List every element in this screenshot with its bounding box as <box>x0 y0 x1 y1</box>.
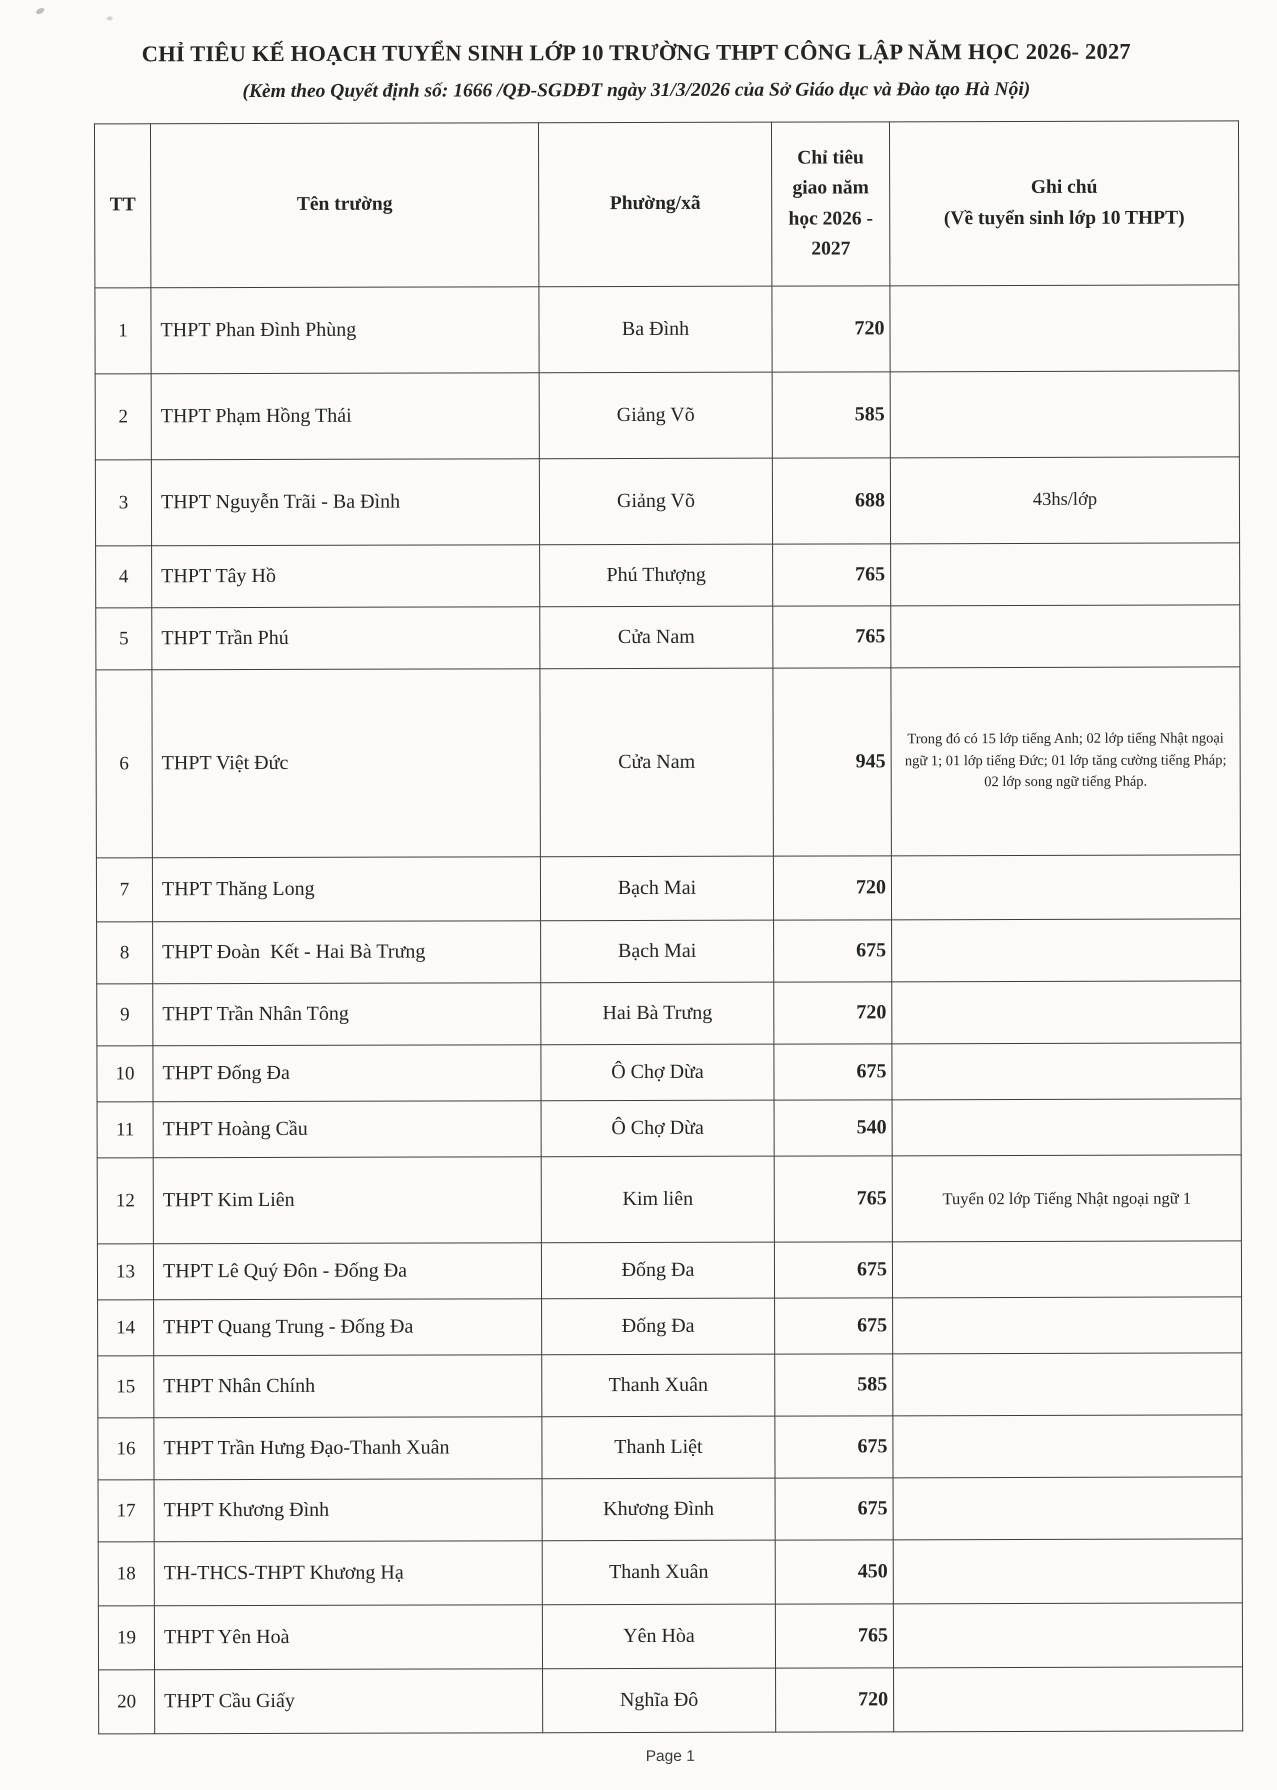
table-row <box>97 1099 1241 1158</box>
cell-quota: 720 <box>773 856 891 920</box>
cell-note <box>893 1539 1242 1604</box>
quota-table <box>94 120 1243 1734</box>
cell-note <box>893 1353 1242 1416</box>
header-school: Tên trường <box>150 123 538 288</box>
scan-speck <box>35 7 45 16</box>
header-tt: TT <box>94 124 150 288</box>
header-row <box>94 121 1238 288</box>
cell-ward: Đống Đa <box>541 1242 774 1299</box>
cell-note <box>892 1241 1241 1298</box>
cell-school: THPT Cầu Giấy <box>155 1669 543 1734</box>
cell-tt: 9 <box>97 984 153 1046</box>
cell-tt: 3 <box>95 460 151 546</box>
cell-note: 43hs/lớp <box>890 457 1239 544</box>
cell-school: THPT Lê Quý Đôn - Đống Đa <box>153 1243 541 1300</box>
cell-ward: Thanh Xuân <box>542 1354 775 1417</box>
cell-ward: Đống Đa <box>542 1298 775 1355</box>
cell-school: THPT Thăng Long <box>152 857 540 922</box>
cell-ward: Ô Chợ Dừa <box>541 1100 774 1157</box>
table-row <box>96 855 1240 922</box>
cell-quota: 675 <box>774 920 892 982</box>
cell-school: THPT Hoàng Cầu <box>153 1101 541 1158</box>
cell-quota: 720 <box>776 1668 894 1732</box>
cell-school: THPT Trần Hưng Đạo-Thanh Xuân <box>154 1417 542 1480</box>
document-title: CHỈ TIÊU KẾ HOẠCH TUYỂN SINH LỚP 10 TRƯỜNG THPT CÔNG LẬP NĂM HỌC 2026- 2027 <box>141 38 1131 67</box>
cell-ward: Cửa Nam <box>540 668 773 857</box>
cell-ward: Giảng Võ <box>539 458 772 545</box>
cell-ward: Nghĩa Đô <box>543 1668 776 1733</box>
cell-tt: 12 <box>97 1158 153 1244</box>
cell-note <box>892 981 1241 1044</box>
cell-tt: 17 <box>98 1480 154 1542</box>
table-row <box>97 1043 1241 1102</box>
cell-ward: Thanh Liệt <box>542 1416 775 1479</box>
cell-quota: 675 <box>775 1416 893 1478</box>
cell-school: THPT Tây Hồ <box>152 545 540 608</box>
cell-note <box>892 1099 1241 1156</box>
cell-quota: 675 <box>775 1478 893 1540</box>
cell-school: THPT Trần Phú <box>152 607 540 670</box>
cell-note <box>893 1603 1242 1668</box>
cell-school: THPT Đống Đa <box>153 1045 541 1102</box>
cell-tt: 14 <box>98 1300 154 1356</box>
table-row <box>95 285 1239 374</box>
table-row <box>95 457 1239 546</box>
cell-note <box>891 543 1240 606</box>
cell-ward: Phú Thượng <box>540 544 773 607</box>
table-row <box>97 981 1241 1046</box>
cell-ward: Giảng Võ <box>539 372 772 459</box>
cell-tt: 10 <box>97 1046 153 1102</box>
cell-ward: Ba Đình <box>539 286 772 373</box>
cell-tt: 8 <box>97 922 153 984</box>
cell-tt: 6 <box>96 670 152 858</box>
cell-note <box>893 1297 1242 1354</box>
cell-note <box>891 605 1240 668</box>
cell-quota: 945 <box>773 668 891 856</box>
cell-note <box>890 371 1239 458</box>
cell-school: THPT Kim Liên <box>153 1157 541 1244</box>
cell-note <box>892 1043 1241 1100</box>
cell-school: THPT Yên Hoà <box>154 1605 542 1670</box>
cell-school: THPT Trần Nhân Tông <box>153 983 541 1046</box>
cell-ward: Bạch Mai <box>541 920 774 983</box>
cell-tt: 5 <box>96 608 152 670</box>
cell-ward: Kim liên <box>541 1156 774 1243</box>
cell-quota: 450 <box>775 1540 893 1604</box>
scan-speck <box>107 16 113 20</box>
cell-school: THPT Phan Đình Phùng <box>151 287 539 374</box>
table-row <box>98 1297 1242 1356</box>
table-row <box>97 919 1241 984</box>
cell-school: THPT Khương Đình <box>154 1479 542 1542</box>
cell-ward: Khương Đình <box>542 1478 775 1541</box>
cell-note <box>893 1477 1242 1540</box>
cell-tt: 15 <box>98 1356 154 1418</box>
table-row <box>95 371 1239 460</box>
cell-tt: 16 <box>98 1418 154 1480</box>
cell-ward: Cửa Nam <box>540 606 773 669</box>
cell-ward: Ô Chợ Dừa <box>541 1044 774 1101</box>
cell-school: THPT Phạm Hồng Thái <box>151 373 539 460</box>
cell-quota: 675 <box>775 1298 893 1354</box>
cell-school: TH-THCS-THPT Khương Hạ <box>154 1541 542 1606</box>
cell-quota: 585 <box>775 1354 893 1416</box>
table-row <box>96 605 1240 670</box>
cell-quota: 688 <box>772 458 890 544</box>
table-row <box>98 1603 1242 1670</box>
cell-tt: 13 <box>97 1244 153 1300</box>
cell-school: THPT Quang Trung - Đống Đa <box>154 1299 542 1356</box>
cell-quota: 585 <box>772 372 890 458</box>
cell-tt: 1 <box>95 288 151 374</box>
cell-quota: 540 <box>774 1100 892 1156</box>
table-row <box>97 1241 1241 1300</box>
cell-school: THPT Đoàn Kết - Hai Bà Trưng <box>153 921 541 984</box>
cell-note <box>890 285 1239 372</box>
header-note: Ghi chú (Về tuyển sinh lớp 10 THPT) <box>889 121 1238 286</box>
cell-quota: 765 <box>773 606 891 668</box>
table-header <box>94 121 1238 288</box>
cell-quota: 765 <box>773 544 891 606</box>
cell-tt: 20 <box>99 1670 155 1734</box>
cell-quota: 720 <box>772 286 890 372</box>
table-row <box>97 1155 1241 1244</box>
cell-note <box>892 919 1241 982</box>
table-row <box>96 667 1240 858</box>
cell-note <box>894 1667 1243 1732</box>
header-ward: Phường/xã <box>538 122 771 287</box>
cell-note <box>891 855 1240 920</box>
cell-tt: 7 <box>96 858 152 922</box>
cell-note: Tuyển 02 lớp Tiếng Nhật ngoại ngữ 1 <box>892 1155 1241 1242</box>
cell-tt: 4 <box>96 546 152 608</box>
cell-quota: 675 <box>774 1242 892 1298</box>
document-subtitle: (Kèm theo Quyết định số: 1666 /QĐ-SGDĐT ngày 31/3/2026 của Sở Giáo dục và Đào tạo Hà Nội) <box>242 78 1031 103</box>
cell-note: Trong đó có 15 lớp tiếng Anh; 02 lớp tiếng Nhật ngoại ngữ 1; 01 lớp tiếng Đức; 01 lớp tăng cường tiếng Pháp; 02 lớp song ngữ tiếng Pháp. <box>891 667 1240 856</box>
cell-ward: Bạch Mai <box>540 856 773 921</box>
table-row <box>98 1539 1242 1606</box>
cell-quota: 720 <box>774 982 892 1044</box>
page-number: Page 1 <box>645 1747 695 1765</box>
cell-tt: 11 <box>97 1102 153 1158</box>
cell-ward: Yên Hòa <box>542 1604 775 1669</box>
table-row <box>98 1477 1242 1542</box>
cell-note <box>893 1415 1242 1478</box>
header-quota: Chỉ tiêu giao năm học 2026 - 2027 <box>771 122 889 286</box>
table-row <box>96 543 1240 608</box>
cell-tt: 19 <box>98 1606 154 1670</box>
table-row <box>99 1667 1243 1734</box>
cell-tt: 18 <box>98 1542 154 1606</box>
table-row <box>98 1353 1242 1418</box>
cell-school: THPT Nhân Chính <box>154 1355 542 1418</box>
cell-school: THPT Nguyễn Trãi - Ba Đình <box>151 459 539 546</box>
cell-tt: 2 <box>95 374 151 460</box>
cell-ward: Hai Bà Trưng <box>541 982 774 1045</box>
table-body <box>95 285 1243 1734</box>
cell-ward: Thanh Xuân <box>542 1540 775 1605</box>
cell-quota: 765 <box>774 1156 892 1242</box>
table-row <box>98 1415 1242 1480</box>
cell-quota: 765 <box>775 1604 893 1668</box>
cell-quota: 675 <box>774 1044 892 1100</box>
cell-school: THPT Việt Đức <box>152 669 540 858</box>
